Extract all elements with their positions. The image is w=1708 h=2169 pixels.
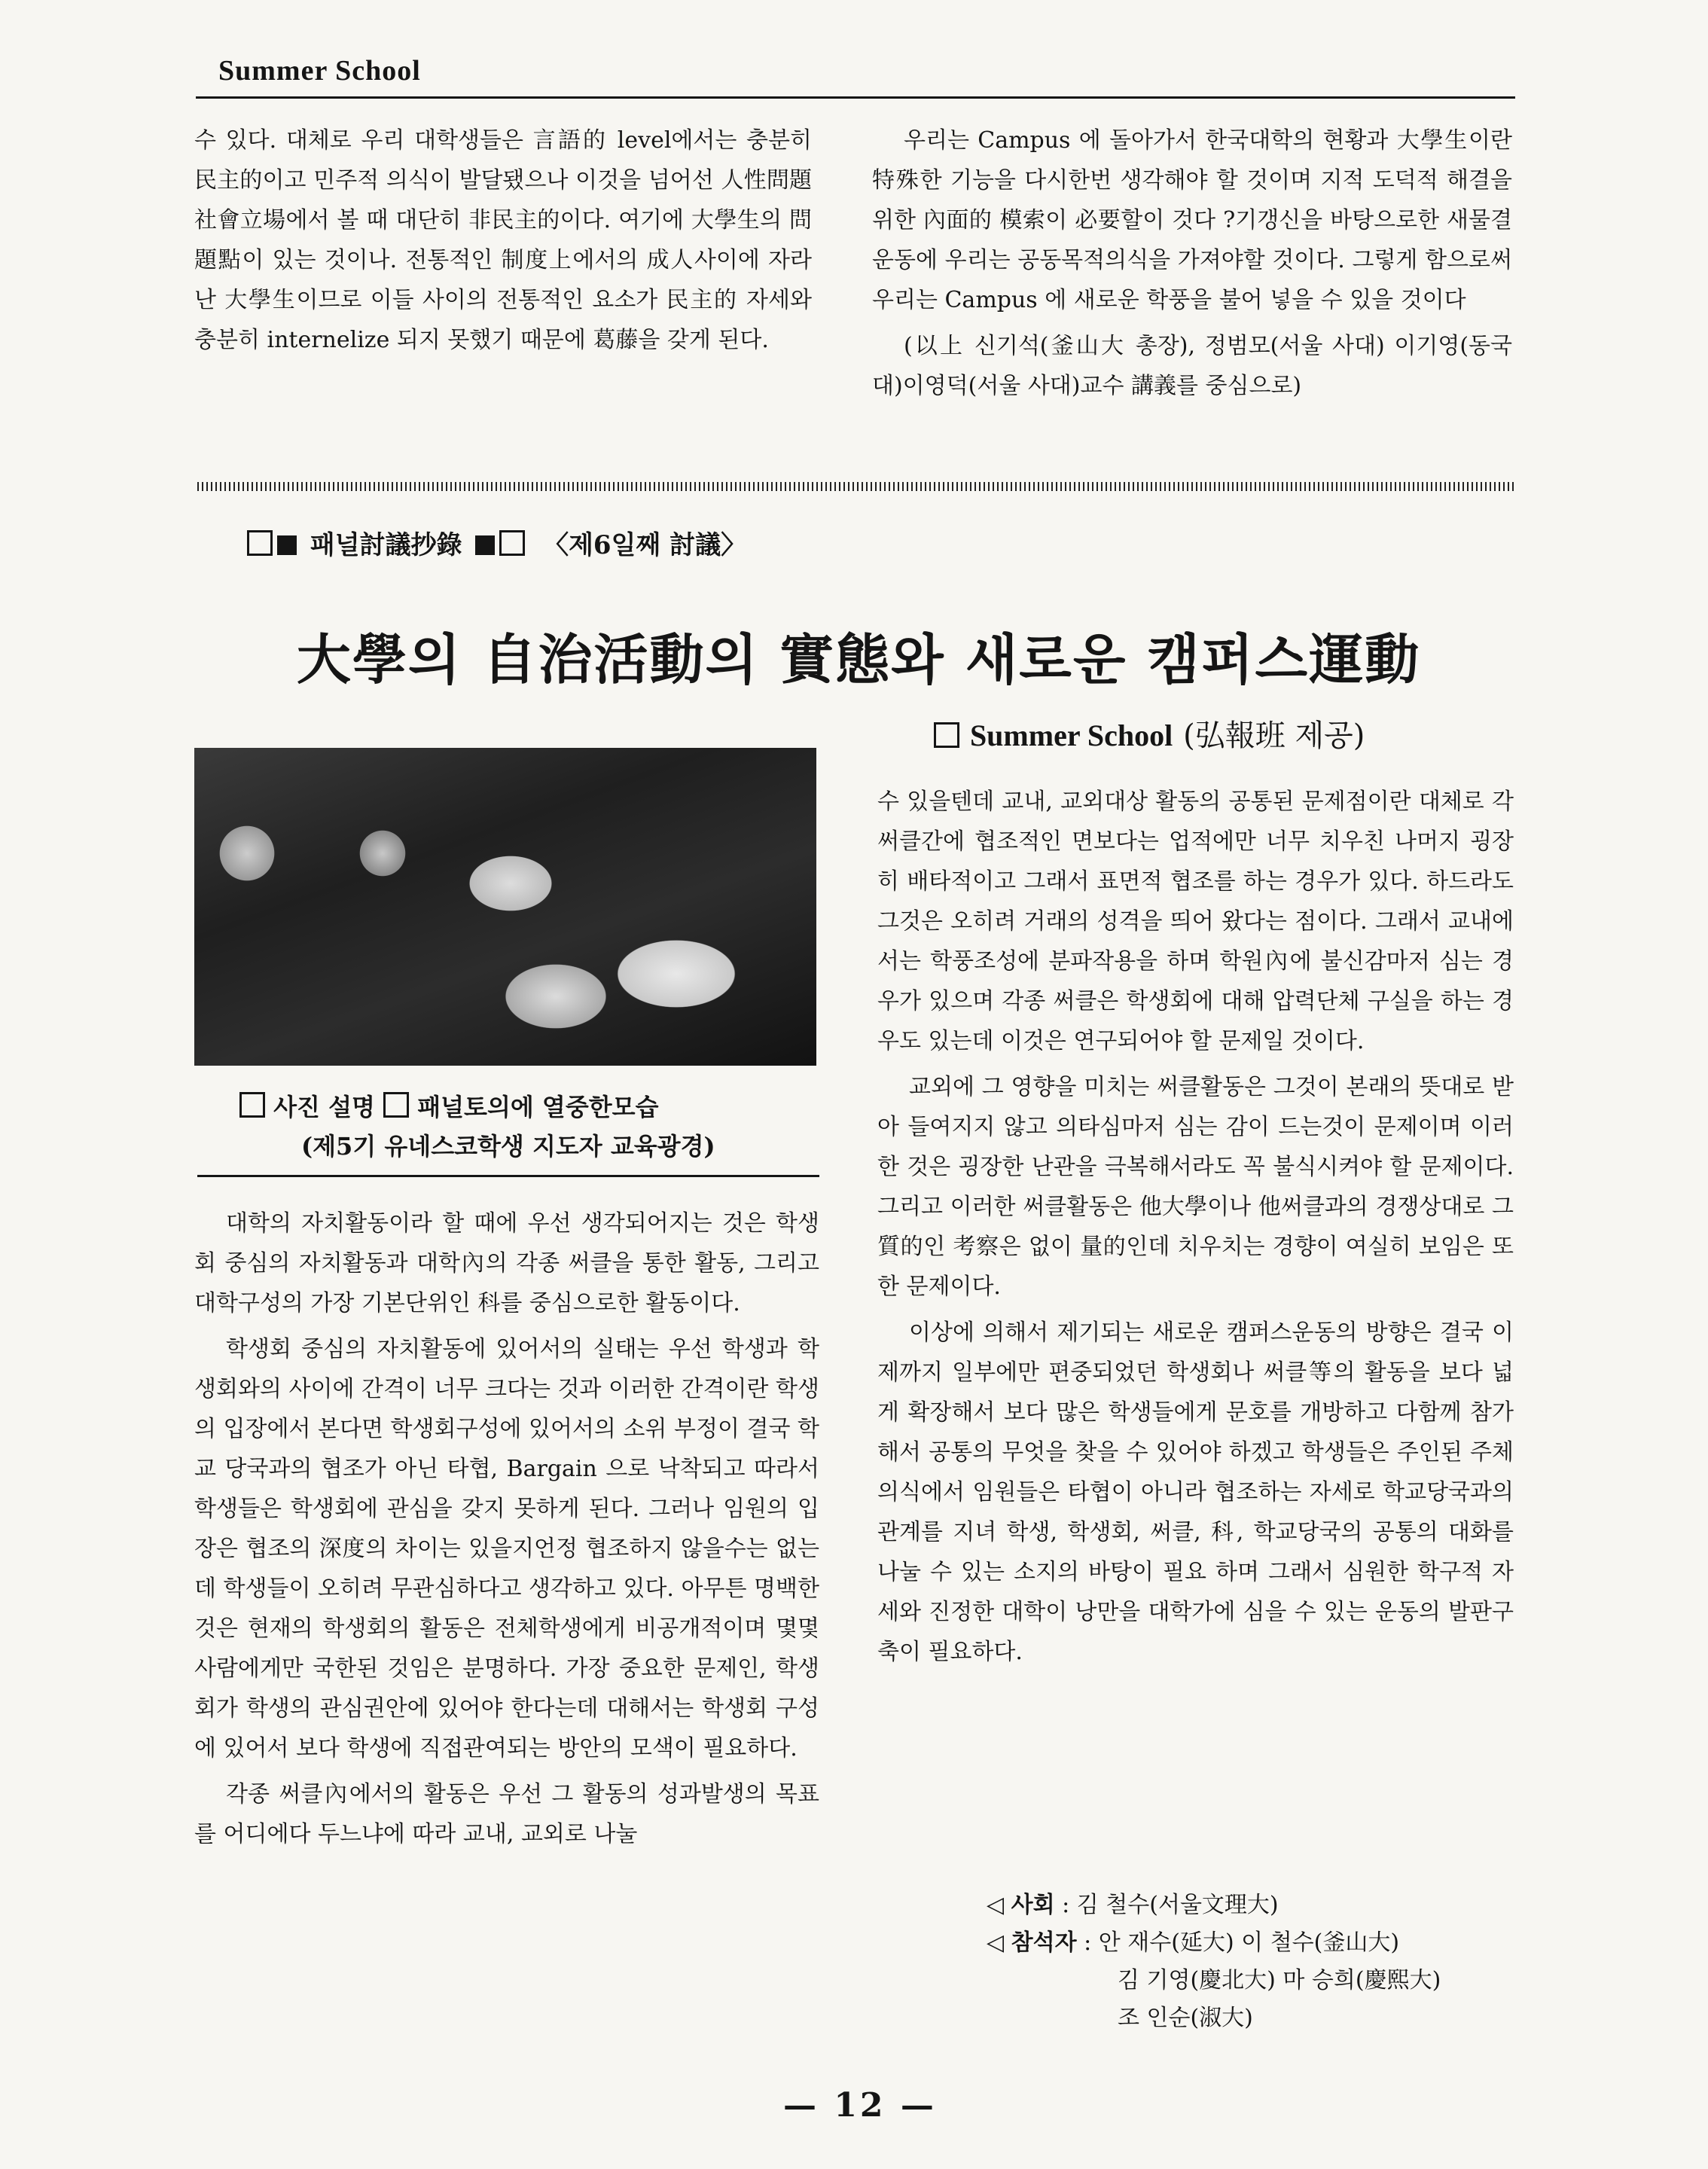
panel-discussion-photo xyxy=(194,748,816,1066)
participants-row: ◁ 참석자 : 안 재수(延大) 이 철수(釜山大) xyxy=(987,1930,1400,1956)
top-right-column xyxy=(872,120,1512,406)
section-label xyxy=(247,524,746,561)
body-paragraph: 이상에 의해서 제기되는 새로운 캠퍼스운동의 방향은 결국 이제까지 일부에만 편중되었던 학생회나 써클等의 활동을 보다 넓게 확장해서 보다 많은 학생들에게 문호를 개방하고 다함께 참가해서 공통의 무엇을 찾을 수 있어야 하겠고 학생들은 주인된 주체의식에서 임원들은 타협이 아니라 협조하는 자세로 학교당국과의 관계를 지녀 학생, 학생회, 써클, 科, 학교당국의 공통의 대화를 나눌 수 있는 소지의 바탕이 필요 하며 그래서 심원한 학구적 자세와 진정한 대학이 낭만을 대학가에 심을 수 있는 운동의 발판구축이 필요하다. xyxy=(877,1319,1514,1665)
filled-square-icon xyxy=(277,535,297,555)
section-sublabel: 〈제6일째 討議〉 xyxy=(543,530,747,560)
body-paragraph: 교외에 그 영향을 미치는 써클활동은 그것이 본래의 뜻대로 받아 들여지지 않고 의타심마저 심는 감이 드는것이 문제이며 이러한 것은 굉장한 난관을 극복해서라도 꼭 불식시켜야 할 문제이다. 그리고 이러한 써클활동은 他大學이나 他써클과의 경쟁상대로 그質的인 考察은 없이 量的인데 치우치는 경향이 여실히 보임은 또한 문제이다. xyxy=(877,1074,1514,1300)
moderator-name: 김 철수(서울文理大) xyxy=(1076,1892,1279,1918)
caption-label: 사진 설명 xyxy=(273,1093,375,1121)
lecture-attribution: (以上 신기석(釜山大 총장), 정범모(서울 사대) 이기영(동국대)이영덕(서울 사대)교수 講義를 중심으로) xyxy=(872,333,1512,399)
participants-label: 참석자 xyxy=(1011,1930,1077,1956)
body-paragraph: 수 있을텐데 교내, 교외대상 활동의 공통된 문제점이란 대체로 각 써클간에 협조적인 면보다는 업적에만 너무 치우친 나머지 굉장히 배타적이고 그래서 표면적 협조를 하는 경우가 있다. 하드라도 그것은 오히려 거래의 성격을 띄어 왔다는 점이다. 그래서 교내에서는 학풍조성에 분파작용을 하며 학원內에 불신감마저 심는 경우가 있으며 각종 써클은 학생회에 대해 압력단체 구실을 하는 경우도 있는데 이것은 연구되어야 할 문제일 것이다. xyxy=(877,789,1514,1054)
credit-name: Summer School xyxy=(969,718,1173,752)
square-icon xyxy=(247,530,273,556)
photo-caption xyxy=(239,1088,658,1123)
participants-row: 김 기영(慶北大) 마 승희(慶熙大) xyxy=(1118,1967,1441,1994)
body-paragraph: 수 있다. 대체로 우리 대학생들은 言語的 level에서는 충분히 民主的이고 민주적 의식이 발달됐으나 이것을 넘어선 人性問題 社會立場에서 볼 때 대단히 非民主的이다. 여기에 大學生의 問題點이 있는 것이나. 전통적인 制度上에서의 成人사이에 자라난 大學生이므로 이들 사이의 전통적인 요소가 民主的 자세와 충분히 internelize 되지 못했기 때문에 葛藤을 갖게 된다. xyxy=(194,127,812,353)
moderator-label: 사회 xyxy=(1011,1892,1055,1918)
triangle-left-icon: ◁ xyxy=(987,1892,1005,1918)
caption-text: 패널토의에 열중한모습 xyxy=(417,1093,659,1121)
lower-left-column xyxy=(194,1203,819,1854)
lower-right-column xyxy=(877,782,1514,1672)
filled-square-icon xyxy=(475,535,495,555)
article-headline: 大學의 自治活動의 實態와 새로운 캠퍼스運動 xyxy=(296,627,1421,691)
running-head: Summer School xyxy=(218,55,421,87)
top-left-column xyxy=(194,120,812,360)
section-label-text: 패널討議抄錄 xyxy=(310,530,462,560)
triangle-left-icon: ◁ xyxy=(987,1930,1005,1956)
body-paragraph: 대학의 자치활동이라 할 때에 우선 생각되어지는 것은 학생회 중심의 자치활동과 대학內의 각종 써클을 통한 활동, 그리고 대학구성의 가장 기본단위인 科를 중심으로한 활동이다. xyxy=(194,1210,819,1316)
participants-row: 조 인순(淑大) xyxy=(1118,2005,1253,2031)
photo-caption-sub: (제5기 유네스코학생 지도자 교육광경) xyxy=(301,1132,715,1161)
article-credit xyxy=(934,712,1365,755)
square-icon xyxy=(383,1092,409,1118)
body-paragraph: 학생회 중심의 자치활동에 있어서의 실태는 우선 학생과 학생회와의 사이에 간격이 너무 크다는 것과 이러한 간격이란 학생의 입장에서 본다면 학생회구성에 있어서의 소위 부정이 결국 학교 당국과의 협조가 아닌 타협, Bargain 으로 낙착되고 따라서 학생들은 학생회에 관심을 갖지 못하게 된다. 그러나 임원의 입장은 협조의 深度의 차이는 있을지언정 협조하지 않을수는 없는데 학생들이 오히려 무관심하다고 생각하고 있다. 아무튼 명백한 것은 현재의 학생회의 활동은 전체학생에게 비공개적이며 몇몇 사람에게만 국한된 것임은 분명하다. 가장 중요한 문제인, 학생회가 학생의 관심권안에 있어야 한다는데 대해서는 학생회 구성에 있어서 보다 학생에 직접관여되는 방안의 모색이 필요하다. xyxy=(194,1336,819,1762)
body-paragraph: 각종 써클內에서의 활동은 우선 그 활동의 성과발생의 목표를 어디에다 두느냐에 따라 교내, 교외로 나눌 xyxy=(194,1781,819,1847)
header-rule xyxy=(196,96,1515,99)
caption-rule xyxy=(197,1175,819,1177)
page-number: — 12 — xyxy=(783,2086,937,2125)
body-paragraph: 우리는 Campus 에 돌아가서 한국대학의 현황과 大學生이란 特殊한 기능을 다시한번 생각해야 할 것이며 지적 도덕적 해결을 위한 內面的 模索이 必要할이 것다 ?기갱신을 바탕으로한 새물결운동에 우리는 공동목적의식을 가져야할 것이다. 그렇게 함으로써 우리는 Campus 에 새로운 학풍을 불어 넣을 수 있을 것이다 xyxy=(872,127,1512,313)
section-divider xyxy=(197,482,1514,491)
credit-source: (弘報班 제공) xyxy=(1183,718,1365,753)
participants-names: 안 재수(延大) 이 철수(釜山大) xyxy=(1098,1930,1400,1956)
square-icon xyxy=(239,1092,265,1118)
square-icon xyxy=(934,722,959,748)
panel-credits xyxy=(987,1887,1441,2037)
square-icon xyxy=(499,530,525,556)
moderator-row: ◁ 사회 : 김 철수(서울文理大) xyxy=(987,1892,1279,1918)
